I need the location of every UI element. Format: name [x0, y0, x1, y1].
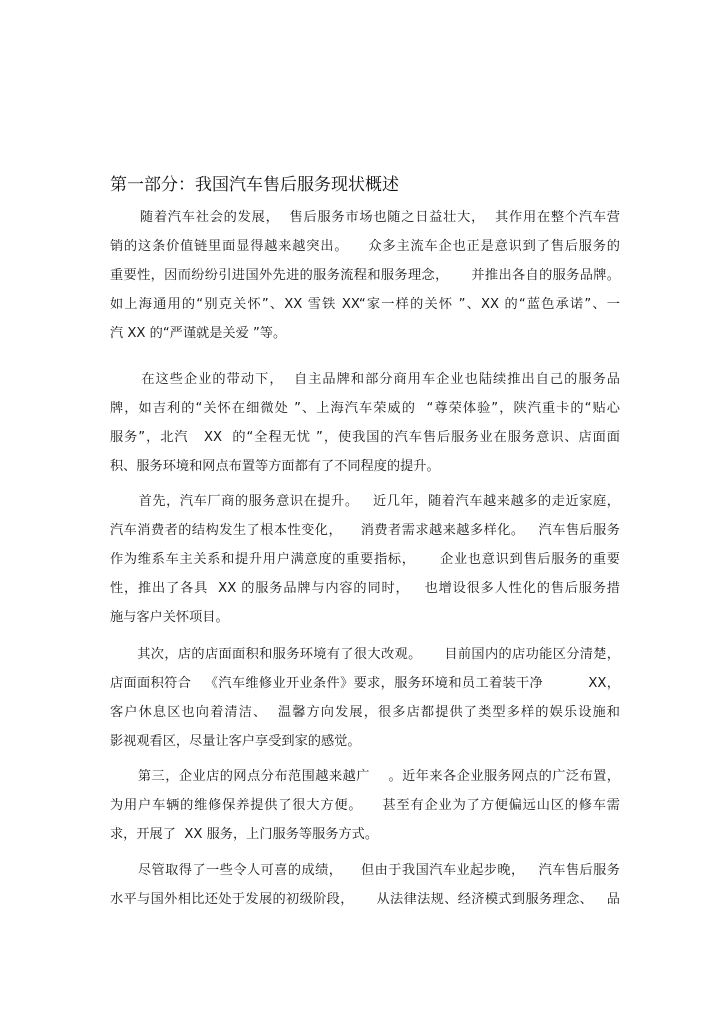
text-line: 尽管取得了一些令人可喜的成绩， 但由于我国汽车业起步晚， 汽车售后服务	[110, 863, 620, 878]
text-line: 重要性，因而纷纷引进国外先进的服务流程和服务理念， 并推出各自的服务品牌。	[110, 268, 620, 283]
text-line: 第三，企业店的网点分布范围越来越广 。近年来各企业服务网点的广泛布置，	[110, 769, 620, 784]
text-line: 首先，汽车厂商的服务意识在提升。 近几年，随着汽车越来越多的走近家庭，	[110, 494, 620, 509]
text-line: 影视观看区，尽量让客户享受到家的感觉。	[110, 734, 361, 749]
text-line: 性，推出了各具 XX 的服务品牌与内容的同时， 也增设很多人性化的售后服务措	[110, 581, 620, 596]
section-heading: 第一部分：我国汽车售后服务现状概述	[110, 175, 399, 195]
paragraph-1	[110, 203, 620, 348]
text-line: 汽车消费者的结构发生了根本性变化， 消费者需求越来越多样化。 汽车售后服务	[110, 523, 620, 538]
text-line: 求，开展了 XX 服务，上门服务等服务方式。	[110, 827, 379, 842]
text-line: 其次，店的店面面积和服务环境有了很大改观。 目前国内的店功能区分清楚，	[110, 647, 620, 662]
text-line: 如上海通用的“别克关怀”、XX 雪铁 XX“家一样的关怀 ”、XX 的“蓝色承诺”、一	[110, 297, 620, 312]
text-line: 作为维系车主关系和提升用户满意度的重要指标， 企业也意识到售后服务的重要	[110, 552, 620, 567]
paragraph-2	[110, 365, 620, 481]
text-line: 施与客户关怀项目。	[110, 610, 229, 625]
paragraph-3	[110, 487, 620, 632]
text-line: 牌，如吉利的“关怀在细微处 ”、上海汽车荣威的 “尊荣体验”，陕汽重卡的“贴心	[110, 401, 620, 416]
text-line: 为用户车辆的维修保养提供了很大方便。 甚至有企业为了方便偏远山区的修车需	[110, 798, 620, 813]
text-line: 店面面积符合 《汽车维修业开业条件》要求，服务环境和员工着装干净 XX，	[110, 676, 620, 691]
text-line: 汽 XX 的“严谨就是关爱 ”等。	[110, 326, 287, 341]
text-line: 水平与国外相比还处于发展的初级阶段， 从法律法规、经济模式到服务理念、 品	[110, 892, 620, 907]
text-line: 在这些企业的带动下， 自主品牌和部分商用车企业也陆续推出自己的服务品	[110, 372, 620, 387]
text-line: 销的这条价值链里面显得越来越突出。 众多主流车企也正是意识到了售后服务的	[110, 239, 620, 254]
text-line: 服务”，北汽 XX 的“全程无忧 ”，使我国的汽车售后服务业在服务意识、店面面	[110, 430, 620, 445]
text-line: 客户休息区也向着清洁、 温馨方向发展，很多店都提供了类型多样的娱乐设施和	[110, 705, 620, 720]
text-line: 积、服务环境和网点布置等方面都有了不同程度的提升。	[110, 459, 440, 474]
paragraph-5	[110, 762, 620, 849]
paragraph-4	[110, 640, 620, 756]
paragraph-6	[110, 856, 620, 914]
text-line: 随着汽车社会的发展， 售后服务市场也随之日益壮大， 其作用在整个汽车营	[110, 210, 620, 225]
